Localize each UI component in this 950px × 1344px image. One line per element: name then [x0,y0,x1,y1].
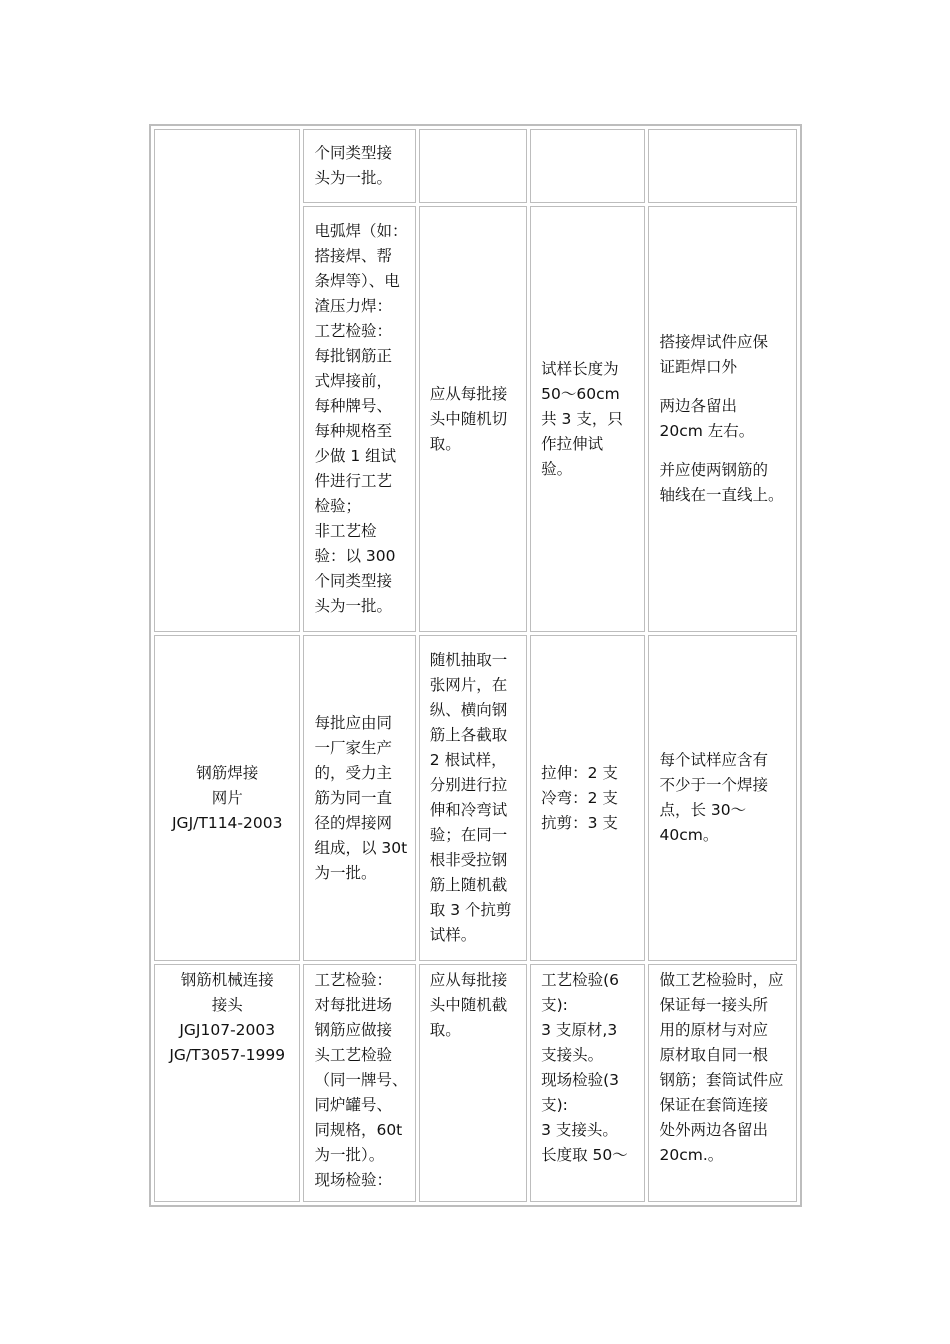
method-cell: 应从每批接 头中随机切 取。 [419,206,527,632]
notes-cell: 做工艺检验时，应 保证每一接头所 用的原材与对应 原材取自同一根 钢筋；套筒试件应 保证在套筒连接 处外两边各留出 20cm.。 [648,964,797,1202]
name-cell-empty [154,129,300,632]
quantity-cell [530,129,645,203]
method-cell [419,129,527,203]
quantity-cell: 拉伸：2 支 冷弯：2 支 抗剪：3 支 [530,635,645,961]
inspection-table [149,124,802,1207]
table-row [154,964,797,1202]
batch-cell: 个同类型接 头为一批。 [303,129,415,203]
table-row [154,129,797,203]
notes-cell: 每个试样应含有 不少于一个焊接 点，长 30～ 40cm。 [648,635,797,961]
batch-cell: 每批应由同 一厂家生产 的，受力主 筋为同一直 径的焊接网 组成，以 30t 为一批。 [303,635,415,961]
batch-cell: 工艺检验： 对每批进场 钢筋应做接 头工艺检验 （同一牌号、 同炉罐号、 同规格，60t 为一批）。 现场检验： [303,964,415,1202]
table-row [154,635,797,961]
method-cell: 随机抽取一 张网片，在 纵、横向钢 筋上各截取 2 根试样， 分别进行拉 伸和冷弯试 验；在同一 根非受拉钢 筋上随机截 取 3 个抗剪 试样。 [419,635,527,961]
quantity-cell: 试样长度为 50～60cm 共 3 支，只 作拉伸试 验。 [530,206,645,632]
batch-cell: 电弧焊（如： 搭接焊、帮 条焊等）、电 渣压力焊： 工艺检验： 每批钢筋正 式焊接前， 每种牌号、 每种规格至 少做 1 组试 件进行工艺 检验； 非工艺检 验：以 300 个同类型接 头为一批。 [303,206,415,632]
notes-paragraph: 并应使两钢筋的 轴线在一直线上。 [659,461,784,504]
notes-cell [648,129,797,203]
name-cell: 钢筋焊接 网片 JGJ/T114-2003 [154,635,300,961]
quantity-cell: 工艺检验(6 支): 3 支原材,3 支接头。 现场检验(3 支): 3 支接头。 长度取 50～ [530,964,645,1202]
name-cell: 钢筋机械连接 接头 JGJ107-2003 JG/T3057-1999 [154,964,300,1202]
notes-paragraph: 两边各留出 20cm 左右。 [659,397,755,440]
notes-cell [648,206,797,632]
method-cell: 应从每批接 头中随机截 取。 [419,964,527,1202]
notes-paragraph: 搭接焊试件应保 证距焊口外 [659,333,768,376]
